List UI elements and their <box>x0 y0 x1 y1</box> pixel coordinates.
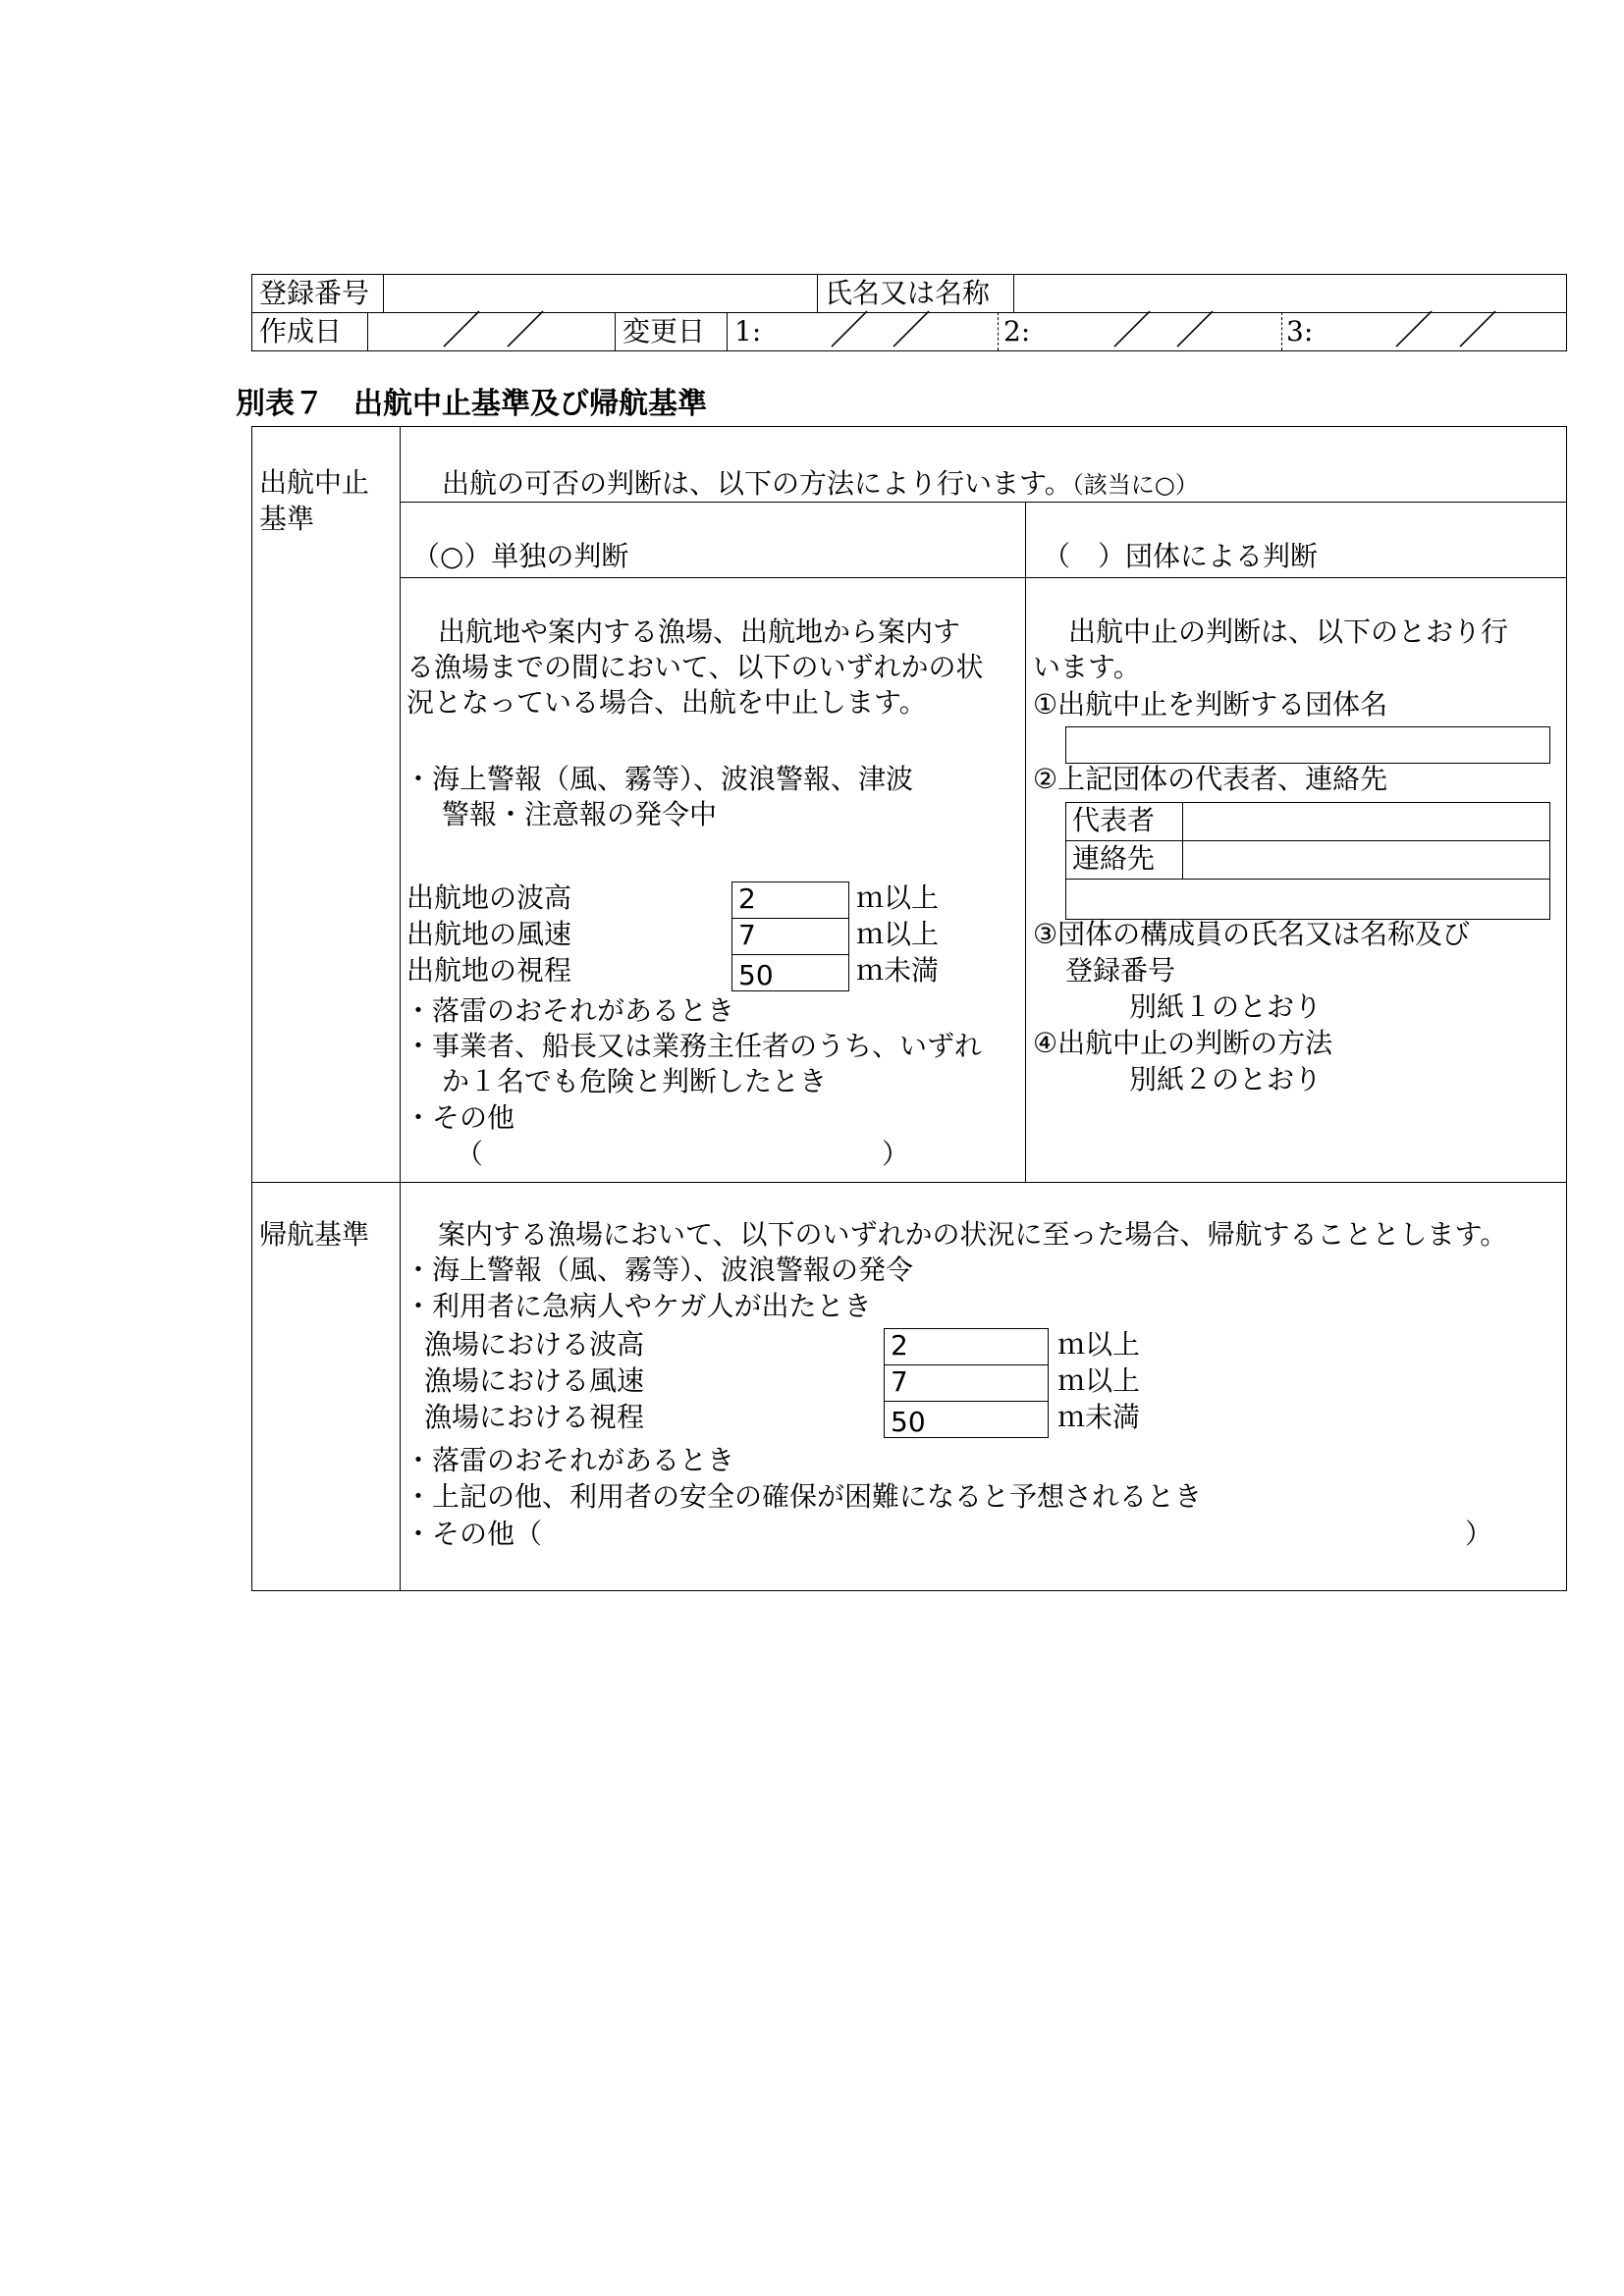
date-slash: ／ <box>1112 308 1152 353</box>
registration-number-label: 登録番号 <box>259 277 370 309</box>
single-text-line: 出航地や案内する漁場、出航地から案内す <box>438 615 961 648</box>
date-slash: ／ <box>1394 308 1434 353</box>
change-slot-label: 1: <box>734 315 762 347</box>
wind-speed-label: 出航地の風速 <box>406 918 572 950</box>
wave-height-unit: ｍ以上 <box>856 881 940 914</box>
members-item-line: 登録番号 <box>1065 954 1176 987</box>
return-other-field[interactable] <box>550 1519 1463 1552</box>
return-other-close-paren: ） <box>1465 1518 1493 1550</box>
fishing-wave-height-label: 漁場における波高 <box>424 1328 645 1361</box>
return-criteria-label: 帰航基準 <box>259 1218 370 1251</box>
return-item: ・利用者に急病人やケガ人が出たとき <box>405 1290 872 1322</box>
lightning-condition: ・落雷のおそれがあるとき <box>405 994 735 1027</box>
stop-intro <box>442 466 1199 503</box>
fishing-wind-speed-unit: ｍ以上 <box>1057 1364 1141 1397</box>
contact-extra-field[interactable] <box>1070 881 1545 916</box>
warning-line: 警報・注意報の発令中 <box>442 798 718 830</box>
other-open-paren: （ <box>456 1138 484 1170</box>
stop-criteria-label-line1: 出航中止 <box>259 466 370 499</box>
fishing-wind-speed-label: 漁場における風速 <box>424 1364 645 1397</box>
wave-height-field[interactable]: 2 <box>731 881 849 919</box>
fishing-wave-height-field[interactable]: 2 <box>884 1328 1049 1365</box>
representative-field[interactable] <box>1188 804 1543 837</box>
return-item: ・海上警報（風、霧等）、波浪警報の発令 <box>405 1254 914 1286</box>
date-slash: ／ <box>1458 308 1497 353</box>
date-slash: ／ <box>1175 308 1215 353</box>
stop-criteria-label-line2: 基準 <box>259 503 315 535</box>
group-judgment-option[interactable]: （ ）団体による判断 <box>1043 540 1319 572</box>
single-judgment-option[interactable]: （○）単独の判断 <box>412 540 629 572</box>
change-slot-label: 3: <box>1286 315 1314 347</box>
group-text-line: います。 <box>1033 651 1141 683</box>
fishing-visibility-unit: ｍ未満 <box>1057 1401 1141 1433</box>
wave-height-label: 出航地の波高 <box>406 881 572 914</box>
visibility-unit: ｍ未満 <box>856 954 940 987</box>
contact-field[interactable] <box>1188 842 1543 876</box>
method-item: ④出航中止の判断の方法 <box>1033 1027 1333 1059</box>
date-slash: ／ <box>506 308 545 353</box>
members-reference: 別紙１のとおり <box>1129 990 1323 1023</box>
changed-date-label: 変更日 <box>623 315 706 347</box>
method-reference: 別紙２のとおり <box>1129 1063 1323 1095</box>
return-other-label: ・その他（ <box>405 1518 543 1550</box>
name-label: 氏名又は名称 <box>825 277 991 309</box>
group-name-item: ①出航中止を判断する団体名 <box>1033 688 1388 721</box>
visibility-label: 出航地の視程 <box>406 954 572 987</box>
return-item: ・上記の他、利用者の安全の確保が困難になると予想されるとき <box>405 1480 1203 1513</box>
other-condition-field[interactable] <box>481 1139 874 1172</box>
stop-intro-text: 出航の可否の判断は、以下の方法により行います。 <box>442 467 1072 500</box>
single-text-line: 況となっている場合、出航を中止します。 <box>406 686 927 719</box>
visibility-field[interactable]: 50 <box>731 954 849 991</box>
date-slash: ／ <box>830 308 869 353</box>
page-title: 別表７ 出航中止基準及び帰航基準 <box>236 387 707 421</box>
date-slash: ／ <box>892 308 931 353</box>
operator-condition-line: か１名でも危険と判断したとき <box>442 1065 828 1097</box>
wind-speed-unit: ｍ以上 <box>856 918 940 950</box>
other-condition-label: ・その他 <box>405 1101 515 1134</box>
return-intro: 案内する漁場において、以下のいずれかの状況に至った場合、帰航することとします。 <box>438 1218 1508 1251</box>
warning-line: ・海上警報（風、霧等）、波浪警報、津波 <box>405 763 914 795</box>
fishing-wind-speed-field[interactable]: 7 <box>884 1364 1049 1402</box>
date-slash: ／ <box>442 308 481 353</box>
operator-condition-line: ・事業者、船長又は業務主任者のうち、いずれ <box>405 1030 983 1062</box>
representative-label: 代表者 <box>1072 804 1156 836</box>
created-date-label: 作成日 <box>259 315 343 347</box>
fishing-visibility-label: 漁場における視程 <box>424 1401 645 1433</box>
fishing-visibility-field[interactable]: 50 <box>884 1401 1049 1438</box>
contact-label: 連絡先 <box>1072 842 1156 875</box>
fishing-wave-height-unit: ｍ以上 <box>1057 1328 1141 1361</box>
name-field[interactable] <box>1021 276 1561 311</box>
registration-number-field[interactable] <box>393 276 805 311</box>
single-text-line: る漁場までの間において、以下のいずれかの状 <box>406 651 984 683</box>
group-representative-item: ②上記団体の代表者、連絡先 <box>1033 763 1388 795</box>
wind-speed-field[interactable]: 7 <box>731 918 849 955</box>
stop-intro-note: （該当に○） <box>1071 471 1199 499</box>
change-slot-label: 2: <box>1003 315 1031 347</box>
other-close-paren: ） <box>882 1138 910 1170</box>
members-item-line: ③団体の構成員の氏名又は名称及び <box>1033 918 1471 950</box>
group-name-field[interactable] <box>1065 726 1550 764</box>
return-item: ・落雷のおそれがあるとき <box>405 1444 735 1476</box>
group-text-line: 出航中止の判断は、以下のとおり行 <box>1068 615 1509 648</box>
